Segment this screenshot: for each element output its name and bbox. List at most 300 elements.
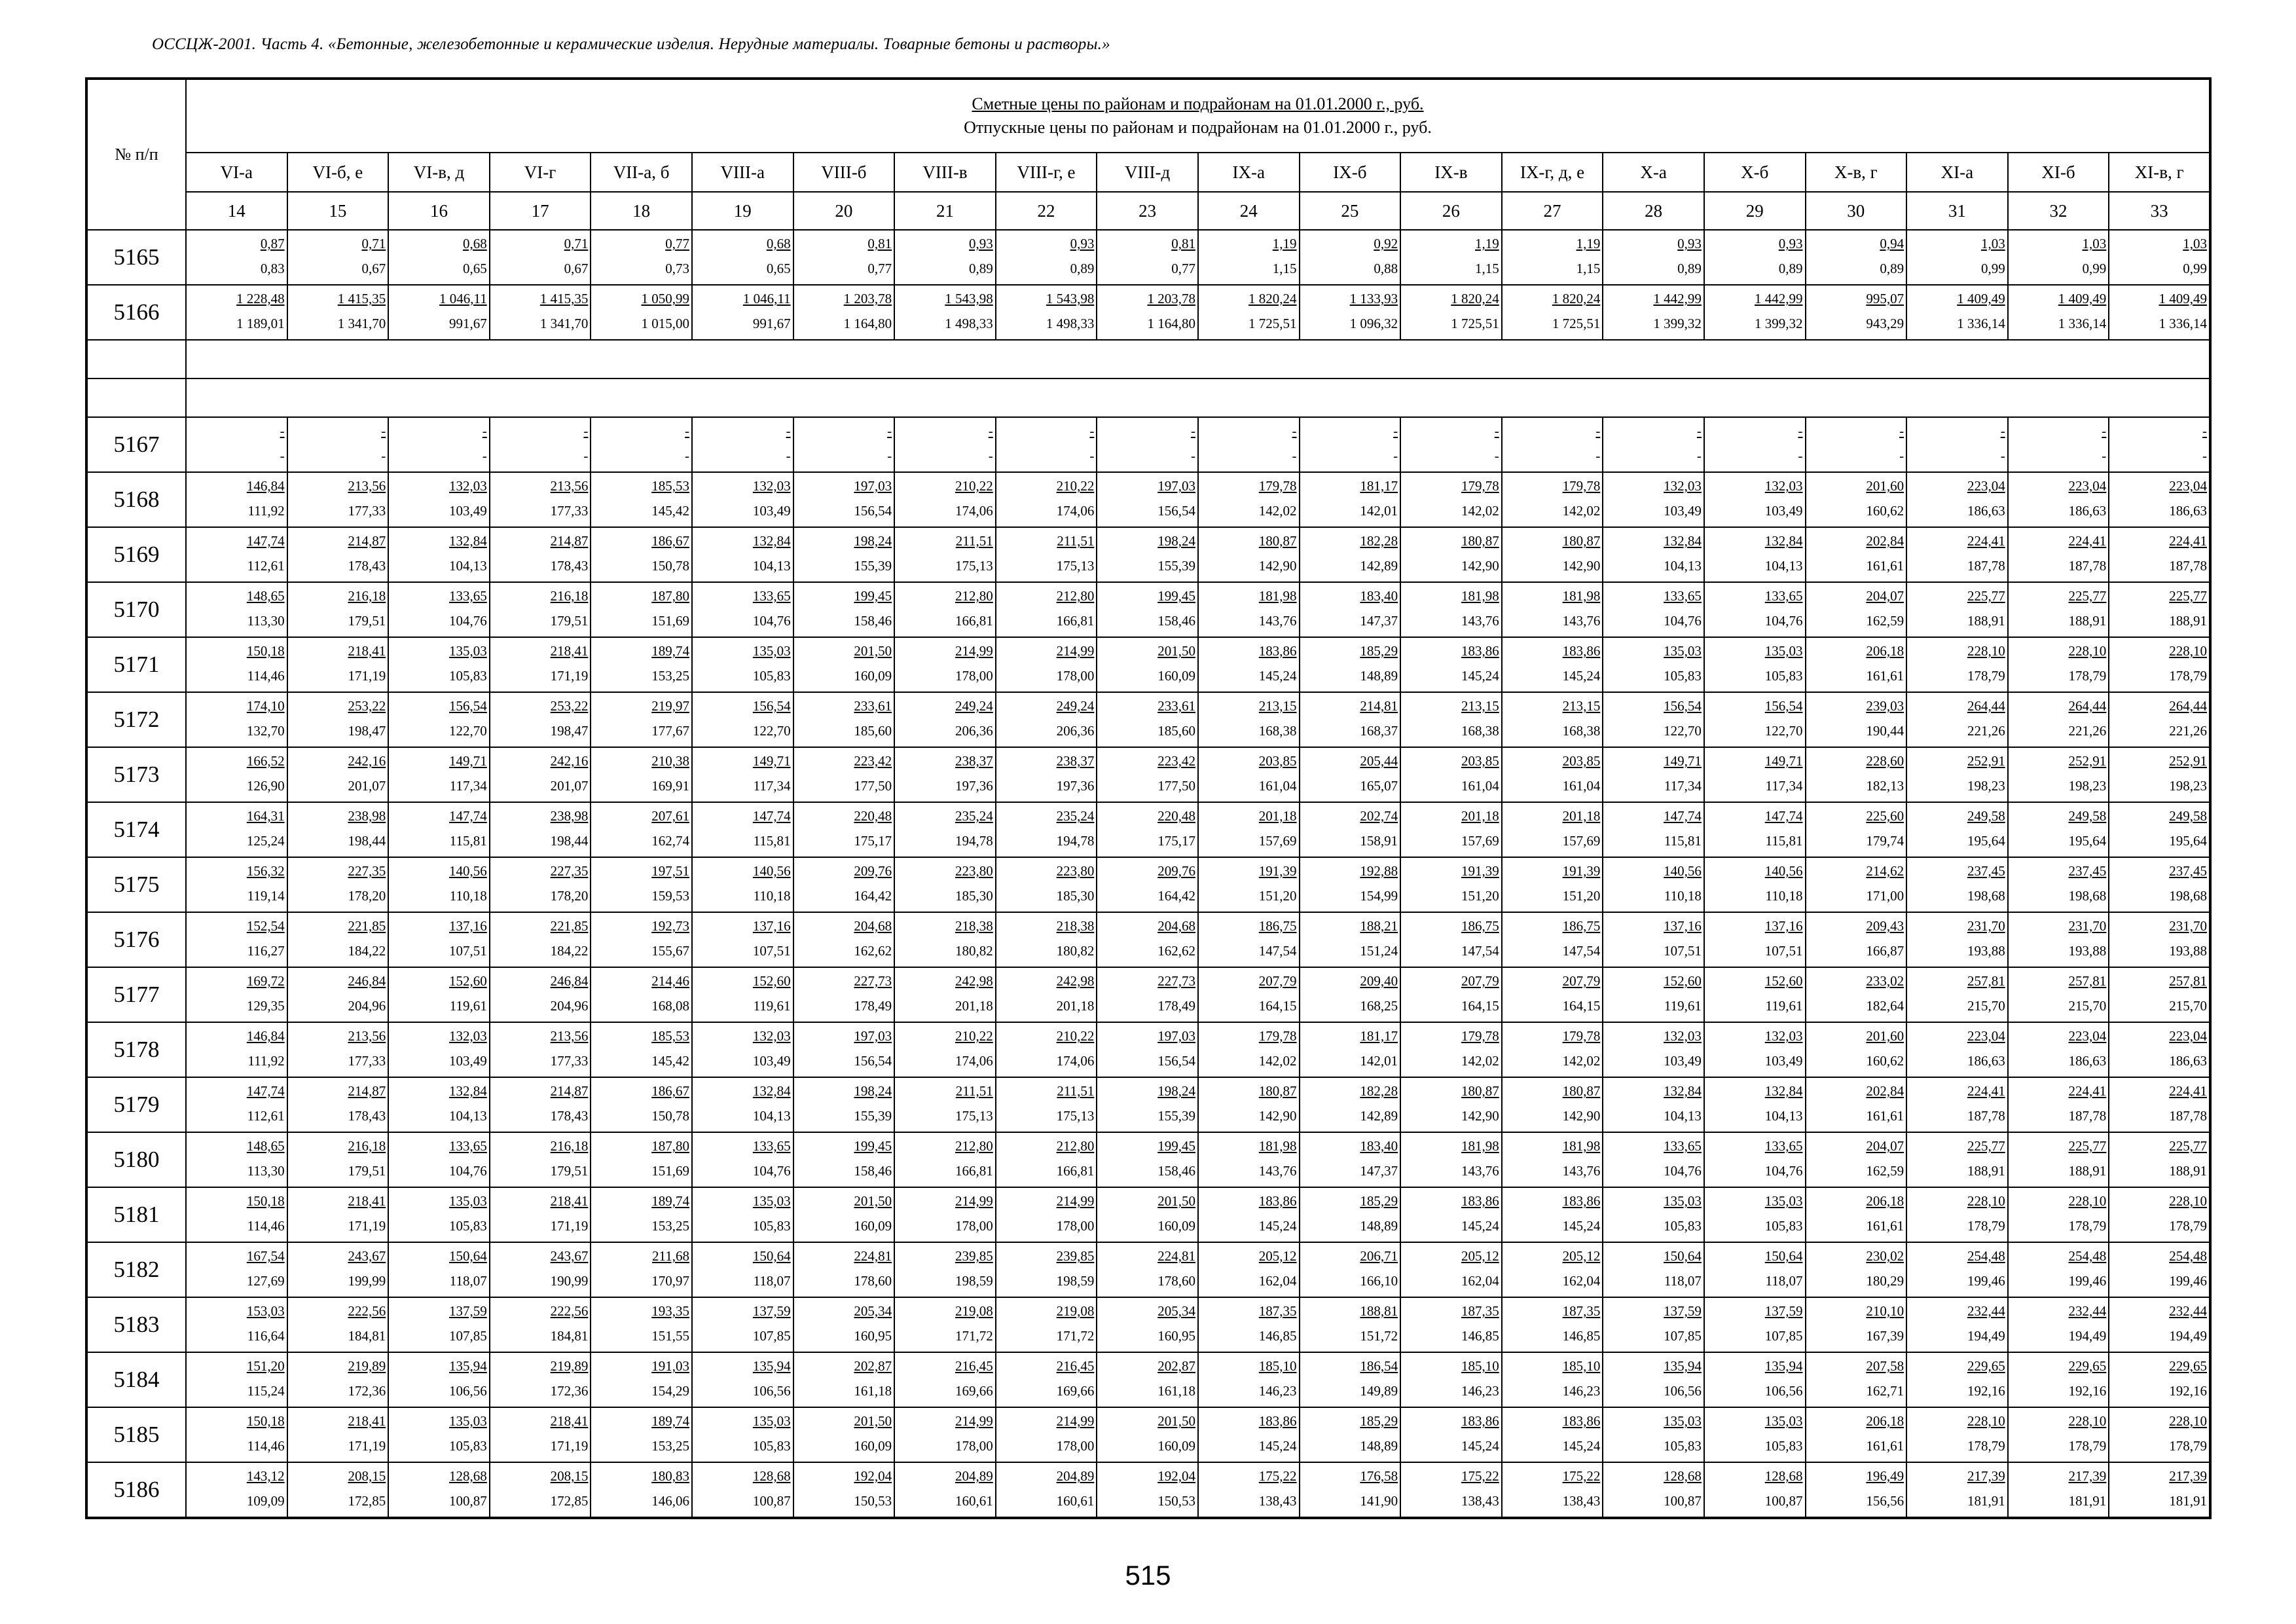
release-price: 168,37 <box>1360 723 1398 739</box>
release-price: 161,61 <box>1866 1438 1904 1454</box>
estimated-price: 218,38 <box>955 918 993 934</box>
estimated-price: 257,81 <box>1967 973 2005 989</box>
estimated-price: 193,35 <box>651 1303 689 1319</box>
estimated-price: 231,70 <box>2068 918 2107 934</box>
estimated-price: 213,56 <box>348 1028 386 1044</box>
price-cell <box>490 1132 591 1187</box>
price-cell <box>1300 230 1401 285</box>
price-table <box>85 77 2212 1519</box>
release-price: 204,96 <box>550 998 589 1014</box>
price-cell <box>894 912 996 967</box>
release-price: 162,04 <box>1562 1273 1601 1289</box>
release-price: 122,70 <box>752 723 791 739</box>
price-cell <box>287 637 389 692</box>
estimated-price: 192,04 <box>854 1468 892 1484</box>
estimated-price: 230,02 <box>1866 1248 1904 1264</box>
release-price: 105,83 <box>1664 1438 1702 1454</box>
price-cell <box>793 1077 895 1132</box>
estimated-price: 181,98 <box>1562 588 1601 604</box>
price-cell <box>591 1242 692 1297</box>
release-price: 105,83 <box>449 1218 487 1234</box>
estimated-price: 167,54 <box>246 1248 285 1264</box>
price-cell <box>2109 692 2210 747</box>
release-price: 177,50 <box>1157 778 1195 794</box>
estimated-price: 149,71 <box>1664 753 1702 769</box>
estimated-price: 220,48 <box>1157 808 1195 824</box>
price-cell <box>1097 802 1198 857</box>
release-price: 114,46 <box>247 668 285 684</box>
estimated-price: 0,93 <box>1677 236 1702 251</box>
estimated-price: 182,28 <box>1360 533 1398 549</box>
estimated-price: 180,87 <box>1562 533 1601 549</box>
release-price: 105,83 <box>449 1438 487 1454</box>
release-price: 198,59 <box>1056 1273 1095 1289</box>
release-price: 178,60 <box>854 1273 892 1289</box>
release-price: 116,27 <box>247 943 285 959</box>
estimated-price: 229,65 <box>1967 1358 2005 1374</box>
release-price: 182,64 <box>1866 998 1904 1014</box>
estimated-price: 214,87 <box>348 533 386 549</box>
release-price: 138,43 <box>1562 1493 1601 1509</box>
price-cell <box>692 802 793 857</box>
estimated-price: 198,24 <box>854 1083 892 1099</box>
release-price: 185,30 <box>955 888 993 904</box>
estimated-price: 183,86 <box>1461 643 1499 659</box>
price-cell <box>591 912 692 967</box>
release-price: 106,56 <box>1664 1383 1702 1399</box>
estimated-price: 156,54 <box>1664 698 1702 714</box>
estimated-price: 235,24 <box>955 808 993 824</box>
release-price: 103,49 <box>449 503 487 519</box>
price-cell <box>1704 857 1806 912</box>
release-price: 107,51 <box>752 943 791 959</box>
price-cell <box>1198 1187 1300 1242</box>
release-price: 158,46 <box>854 613 892 629</box>
table-row <box>86 1242 2210 1297</box>
item-number: 5171 <box>86 637 186 692</box>
price-cell <box>1603 1077 1704 1132</box>
release-price: 184,81 <box>550 1328 589 1344</box>
price-cell <box>1400 802 1502 857</box>
item-number: 5169 <box>86 527 186 582</box>
price-cell <box>1603 637 1704 692</box>
release-price: 111,92 <box>247 503 285 519</box>
release-price: 104,13 <box>449 1108 487 1124</box>
estimated-price: 264,44 <box>2169 698 2207 714</box>
estimated-price: 135,03 <box>449 1193 487 1209</box>
estimated-price: 202,87 <box>1157 1358 1195 1374</box>
release-price: 109,09 <box>246 1493 285 1509</box>
estimated-price: 185,29 <box>1360 1413 1398 1429</box>
release-price: - <box>381 448 386 464</box>
release-price: 188,91 <box>2068 613 2107 629</box>
zone-header: VI-г <box>490 153 591 192</box>
release-price: 194,78 <box>1056 833 1095 849</box>
estimated-price: 151,20 <box>246 1358 285 1374</box>
price-cell <box>1704 1297 1806 1352</box>
release-price: 190,44 <box>1866 723 1904 739</box>
release-price: 162,59 <box>1866 613 1904 629</box>
price-cell <box>996 285 1097 340</box>
release-price: 146,23 <box>1258 1383 1297 1399</box>
release-price: 197,36 <box>1056 778 1095 794</box>
estimated-price: 209,43 <box>1866 918 1904 934</box>
estimated-price: 183,40 <box>1360 1138 1398 1154</box>
table-row <box>86 912 2210 967</box>
price-cell <box>1097 637 1198 692</box>
estimated-price: 222,56 <box>348 1303 386 1319</box>
release-price: 185,30 <box>1056 888 1095 904</box>
estimated-price: 208,15 <box>550 1468 589 1484</box>
release-price: 198,68 <box>2169 888 2207 904</box>
estimated-price: 132,84 <box>1664 533 1702 549</box>
price-cell <box>186 1242 287 1297</box>
price-cell <box>1704 285 1806 340</box>
price-cell <box>996 802 1097 857</box>
release-price: 164,15 <box>1562 998 1601 1014</box>
price-cell <box>793 417 895 472</box>
release-price: 186,63 <box>2169 503 2207 519</box>
price-cell <box>1300 582 1401 637</box>
estimated-price: 213,15 <box>1258 698 1297 714</box>
estimated-price: 191,39 <box>1461 863 1499 879</box>
price-cell <box>2109 230 2210 285</box>
estimated-price: 225,77 <box>2068 1138 2107 1154</box>
price-cell <box>1704 692 1806 747</box>
column-index: 14 <box>186 192 287 230</box>
estimated-price: 1 203,78 <box>843 291 892 306</box>
table-row <box>86 857 2210 912</box>
estimated-price: 0,71 <box>361 236 386 251</box>
estimated-price: 212,80 <box>955 588 993 604</box>
estimated-price: 214,62 <box>1866 863 1904 879</box>
estimated-price: 175,22 <box>1562 1468 1601 1484</box>
release-price: 118,07 <box>449 1273 487 1289</box>
price-cell <box>1198 1297 1300 1352</box>
estimated-price: 252,91 <box>2169 753 2207 769</box>
item-number: 5184 <box>86 1352 186 1407</box>
price-cell <box>1806 1242 1907 1297</box>
estimated-price: 1 415,35 <box>337 291 386 306</box>
price-cell <box>287 1242 389 1297</box>
release-price: 161,18 <box>1157 1383 1195 1399</box>
release-price: 0,89 <box>1677 261 1702 276</box>
estimated-price: 221,85 <box>550 918 589 934</box>
estimated-price: 175,22 <box>1258 1468 1297 1484</box>
price-cell <box>186 1187 287 1242</box>
release-price: 0,73 <box>665 261 689 276</box>
release-price: 0,67 <box>564 261 589 276</box>
estimated-price: 191,03 <box>651 1358 689 1374</box>
price-cell <box>1603 1187 1704 1242</box>
estimated-price: 201,50 <box>1157 1193 1195 1209</box>
release-price: 103,49 <box>752 503 791 519</box>
release-price: 171,19 <box>550 1218 589 1234</box>
estimated-price: 214,99 <box>1056 643 1095 659</box>
price-cell <box>287 1297 389 1352</box>
price-cell <box>287 582 389 637</box>
release-price: 180,82 <box>955 943 993 959</box>
price-cell <box>1300 1462 1401 1518</box>
estimated-price: 222,56 <box>550 1303 589 1319</box>
estimated-price: 211,68 <box>651 1248 689 1264</box>
item-number: 5173 <box>86 747 186 802</box>
estimated-price: - <box>1696 423 1702 439</box>
estimated-price: 1 046,11 <box>439 291 487 306</box>
release-price: 1 096,32 <box>1349 316 1398 331</box>
release-price: - <box>2102 448 2107 464</box>
price-cell <box>1906 1187 2008 1242</box>
estimated-price: 135,94 <box>752 1358 791 1374</box>
release-price: 160,61 <box>955 1493 993 1509</box>
estimated-price: 150,64 <box>752 1248 791 1264</box>
release-price: 145,24 <box>1461 1438 1499 1454</box>
estimated-price: 147,74 <box>752 808 791 824</box>
estimated-price: 156,54 <box>1764 698 1803 714</box>
table-row <box>86 1297 2210 1352</box>
price-cell <box>2109 417 2210 472</box>
estimated-price: 237,45 <box>1967 863 2005 879</box>
release-price: 162,04 <box>1258 1273 1297 1289</box>
release-price: 105,83 <box>1764 1218 1803 1234</box>
price-cell <box>1502 1187 1603 1242</box>
price-cell <box>894 1462 996 1518</box>
price-cell <box>1806 692 1907 747</box>
estimated-price: 198,24 <box>1157 1083 1195 1099</box>
price-cell <box>1704 1242 1806 1297</box>
estimated-price: 205,12 <box>1258 1248 1297 1264</box>
price-cell <box>1300 417 1401 472</box>
release-price: 150,78 <box>651 1108 689 1124</box>
release-price: 118,07 <box>753 1273 791 1289</box>
estimated-price: 210,22 <box>1056 478 1095 494</box>
price-cell <box>1400 1022 1502 1077</box>
price-cell <box>1806 417 1907 472</box>
estimated-price: 206,18 <box>1866 1193 1904 1209</box>
estimated-price: 217,39 <box>1967 1468 2005 1484</box>
item-number: 5181 <box>86 1187 186 1242</box>
release-price: 169,91 <box>651 778 689 794</box>
price-cell <box>2008 1297 2109 1352</box>
price-cell <box>1198 582 1300 637</box>
estimated-price: 211,51 <box>955 533 993 549</box>
price-cell <box>692 692 793 747</box>
zone-header: VIII-г, е <box>996 153 1097 192</box>
column-index: 20 <box>793 192 895 230</box>
column-index: 16 <box>388 192 490 230</box>
item-number: 5179 <box>86 1077 186 1132</box>
price-cell <box>1806 582 1907 637</box>
release-price: 110,18 <box>1765 888 1803 904</box>
price-cell <box>287 1077 389 1132</box>
estimated-price: 1 543,98 <box>945 291 993 306</box>
price-cell <box>1603 1297 1704 1352</box>
estimated-price: 132,03 <box>1764 1028 1803 1044</box>
price-cell <box>2109 527 2210 582</box>
price-cell <box>1300 967 1401 1022</box>
price-cell <box>894 857 996 912</box>
price-cell <box>1400 637 1502 692</box>
estimated-price: 214,87 <box>550 533 589 549</box>
release-price: 171,19 <box>348 1218 386 1234</box>
price-cell <box>692 1407 793 1462</box>
price-cell <box>2008 637 2109 692</box>
estimated-price: 995,07 <box>1866 291 1904 306</box>
estimated-price: 156,32 <box>246 863 285 879</box>
price-cell <box>1704 527 1806 582</box>
release-price: 110,18 <box>449 888 487 904</box>
estimated-price: - <box>482 423 487 439</box>
price-cell <box>1906 582 2008 637</box>
estimated-price: 1 442,99 <box>1653 291 1702 306</box>
item-number: 5177 <box>86 967 186 1022</box>
price-cell <box>1806 285 1907 340</box>
release-price: 103,49 <box>1664 1053 1702 1069</box>
release-price: 147,54 <box>1258 943 1297 959</box>
estimated-price: 210,22 <box>955 478 993 494</box>
estimated-price: 179,78 <box>1258 478 1297 494</box>
price-cell <box>1502 285 1603 340</box>
estimated-price: 140,56 <box>1664 863 1702 879</box>
estimated-price: 210,38 <box>651 753 689 769</box>
release-price: 178,20 <box>550 888 589 904</box>
release-price: 116,64 <box>247 1328 285 1344</box>
estimated-price: 257,81 <box>2068 973 2107 989</box>
price-cell <box>1603 747 1704 802</box>
release-price: 201,07 <box>348 778 386 794</box>
release-price: 187,78 <box>2169 558 2207 574</box>
release-price: 100,87 <box>752 1493 791 1509</box>
estimated-price: 152,60 <box>449 973 487 989</box>
release-price: 0,99 <box>2082 261 2107 276</box>
release-price: 161,04 <box>1461 778 1499 794</box>
estimated-price: 249,24 <box>1056 698 1095 714</box>
release-price: 177,33 <box>550 1053 589 1069</box>
estimated-price: 148,65 <box>246 1138 285 1154</box>
estimated-price: 166,52 <box>246 753 285 769</box>
release-price: 142,02 <box>1562 503 1601 519</box>
estimated-price: 218,41 <box>550 1193 589 1209</box>
price-cell <box>2109 1462 2210 1518</box>
price-cell <box>894 1352 996 1407</box>
estimated-price: 132,84 <box>1764 533 1803 549</box>
price-cell <box>1906 692 2008 747</box>
release-price: 160,09 <box>1157 1438 1195 1454</box>
price-cell <box>591 1297 692 1352</box>
estimated-price: 219,97 <box>651 698 689 714</box>
release-price: 160,62 <box>1866 1053 1904 1069</box>
price-cell <box>388 857 490 912</box>
estimated-price: 246,84 <box>348 973 386 989</box>
release-price: 151,24 <box>1360 943 1398 959</box>
release-price: - <box>1595 448 1601 464</box>
release-price: 160,09 <box>1157 668 1195 684</box>
price-cell <box>1400 285 1502 340</box>
estimated-price: 181,98 <box>1562 1138 1601 1154</box>
estimated-price: 233,61 <box>854 698 892 714</box>
release-price: 0,77 <box>867 261 892 276</box>
estimated-price: 181,17 <box>1360 478 1398 494</box>
estimated-price: 135,03 <box>1664 643 1702 659</box>
price-cell <box>793 1242 895 1297</box>
price-cell <box>1198 1352 1300 1407</box>
release-price: 151,20 <box>1562 888 1601 904</box>
table-row <box>86 692 2210 747</box>
release-price: 188,91 <box>2068 1163 2107 1179</box>
estimated-price: 135,03 <box>449 643 487 659</box>
release-price: 151,69 <box>651 613 689 629</box>
price-cell <box>2008 967 2109 1022</box>
zone-header: IX-а <box>1198 153 1300 192</box>
price-cell <box>1097 472 1198 527</box>
release-price: 118,07 <box>1765 1273 1803 1289</box>
release-price: 127,69 <box>246 1273 285 1289</box>
estimated-price: 1 203,78 <box>1147 291 1195 306</box>
price-cell <box>591 967 692 1022</box>
release-price: 145,24 <box>1258 1218 1297 1234</box>
price-cell <box>1097 285 1198 340</box>
estimated-price: 207,58 <box>1866 1358 1904 1374</box>
price-cell <box>894 472 996 527</box>
price-cell <box>1704 582 1806 637</box>
release-price: 178,79 <box>1967 1438 2005 1454</box>
release-price: 178,60 <box>1157 1273 1195 1289</box>
price-cell <box>793 692 895 747</box>
price-cell <box>1097 230 1198 285</box>
table-row <box>86 1132 2210 1187</box>
price-cell <box>1603 857 1704 912</box>
price-cell <box>1400 747 1502 802</box>
release-price: 1 399,32 <box>1755 316 1803 331</box>
release-price: 147,37 <box>1360 1163 1398 1179</box>
price-cell <box>1097 1077 1198 1132</box>
price-cell <box>388 472 490 527</box>
price-cell <box>388 417 490 472</box>
release-price: 178,49 <box>1157 998 1195 1014</box>
price-cell <box>186 230 287 285</box>
zone-header: XI-б <box>2008 153 2109 192</box>
price-cell <box>2008 417 2109 472</box>
estimated-price: 137,16 <box>449 918 487 934</box>
price-cell <box>287 1022 389 1077</box>
price-cell <box>1300 1077 1401 1132</box>
estimated-price: 132,03 <box>449 1028 487 1044</box>
release-price: 199,46 <box>2169 1273 2207 1289</box>
release-price: 204,96 <box>348 998 386 1014</box>
estimated-price: 233,61 <box>1157 698 1195 714</box>
price-cell <box>1603 582 1704 637</box>
estimated-price: 204,07 <box>1866 1138 1904 1154</box>
release-price: 178,00 <box>955 668 993 684</box>
item-number: 5175 <box>86 857 186 912</box>
column-index: 27 <box>1502 192 1603 230</box>
estimated-price: 135,03 <box>449 1413 487 1429</box>
release-price: - <box>2202 448 2207 464</box>
price-cell <box>186 1132 287 1187</box>
estimated-price: 210,22 <box>955 1028 993 1044</box>
release-price: 148,89 <box>1360 1218 1398 1234</box>
price-cell <box>1906 1242 2008 1297</box>
release-price: 150,78 <box>651 558 689 574</box>
estimated-price: 216,18 <box>348 588 386 604</box>
price-cell <box>1704 912 1806 967</box>
price-cell <box>1097 1352 1198 1407</box>
price-cell <box>1198 747 1300 802</box>
price-cell <box>1704 1022 1806 1077</box>
estimated-price: 201,18 <box>1258 808 1297 824</box>
estimated-price: 231,70 <box>1967 918 2005 934</box>
price-cell <box>1198 472 1300 527</box>
